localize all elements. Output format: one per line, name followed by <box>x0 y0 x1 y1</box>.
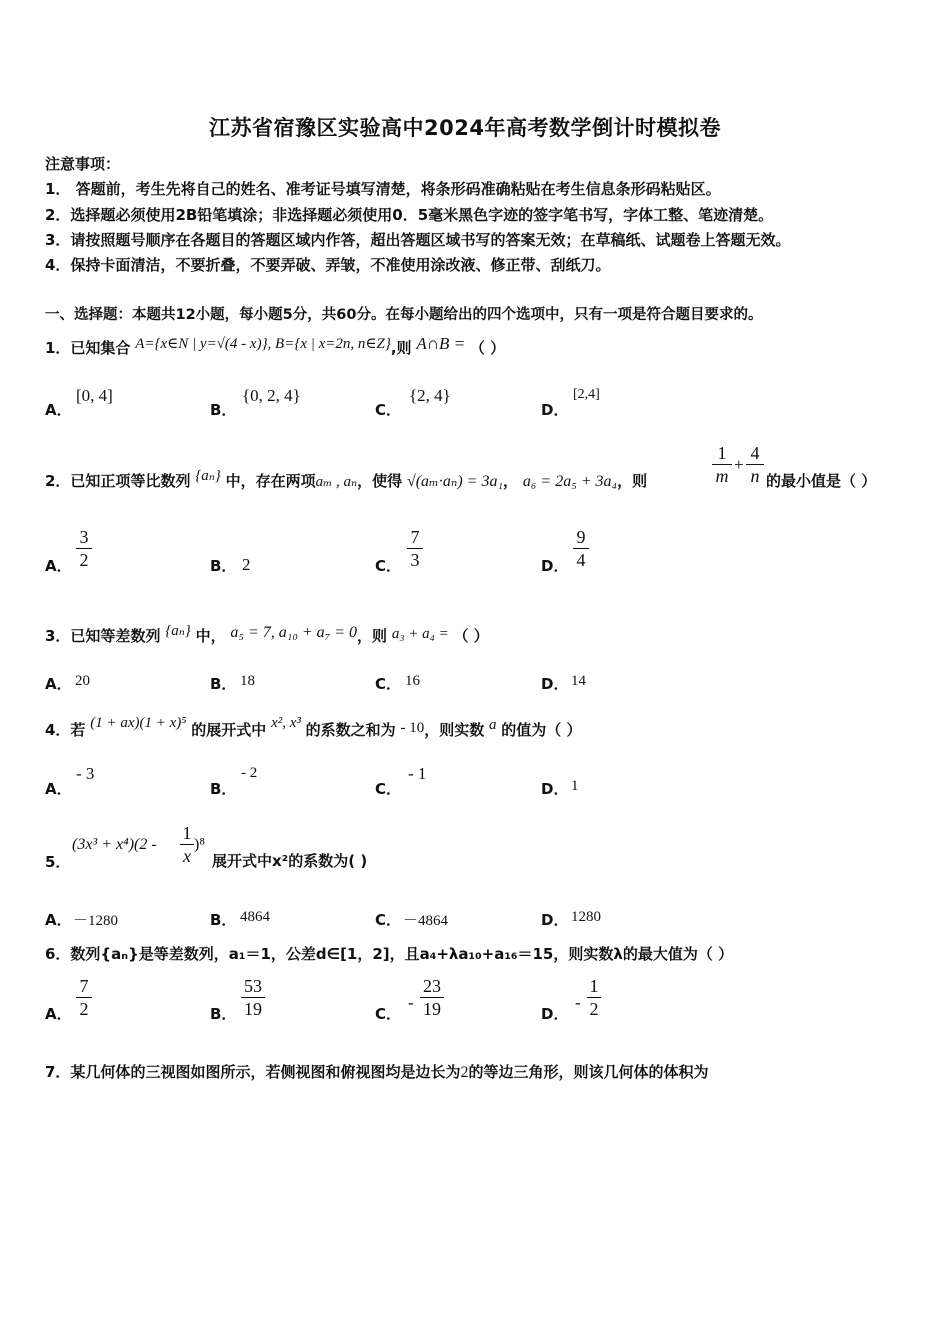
q7-text: 7．某几何体的三视图如图所示，若侧视图和俯视图均是边长为 <box>45 1063 461 1081</box>
option-value: {0, 2, 4} <box>242 386 301 405</box>
option-label: D． <box>541 401 569 419</box>
option-label: D． <box>541 780 569 798</box>
q3-equation: a₅ = 7, a₁₀ + a₇ = 0 <box>230 624 358 641</box>
q1-paren: （ ） <box>469 339 506 357</box>
option-label: B． <box>210 675 237 693</box>
q1-expression-2: A∩B = <box>416 334 466 353</box>
option-label: B． <box>210 911 237 929</box>
option-label: C． <box>375 675 402 693</box>
option-label: D． <box>541 557 569 575</box>
q2-fraction-m <box>712 443 732 486</box>
option-label: A． <box>45 557 72 575</box>
section-heading: 一、选择题：本题共12小题，每小题5分，共60分。在每小题给出的四个选项中，只有一项是符合题目要求的。 <box>45 307 763 323</box>
option-label: B． <box>210 557 237 575</box>
q1-expression: A={x∈N | y=√(4 - x)}, B={x | x=2n, n∈Z} <box>135 336 391 352</box>
q4-text: 的系数之和为 <box>305 721 396 739</box>
q2-sequence: {aₙ} <box>195 468 221 484</box>
option-value: - 2 <box>241 765 258 781</box>
page-title: 江苏省宿豫区实验高中2024年高考数学倒计时模拟卷 <box>209 116 721 140</box>
option-value: [2,4] <box>573 387 600 402</box>
option-value: －1280 <box>73 913 119 929</box>
option-value: 1 <box>571 778 579 794</box>
option-value: 16 <box>405 673 420 689</box>
numerator: 7 <box>79 976 89 996</box>
option-label: C． <box>375 557 402 575</box>
question-6: 6．数列{aₙ}是等差数列，a₁＝1，公差d∈[1，2]，且a₄+λa₁₀+a₁₆＝15，则实数λ的最大值为（ ） <box>45 945 734 963</box>
question-4 <box>45 715 582 740</box>
option-value: [0, 4] <box>76 386 113 405</box>
q4-text: 的值为（ ） <box>501 721 582 739</box>
option-value: 4864 <box>240 909 270 925</box>
q4-options <box>45 764 925 798</box>
q1-prefix: 1．已知集合 <box>45 339 131 357</box>
q2-options <box>45 527 925 577</box>
denominator: x <box>183 846 191 866</box>
q3-text: 中， <box>195 627 226 645</box>
q3-sequence: {aₙ} <box>165 623 191 639</box>
option-value: - 1 <box>408 764 427 783</box>
denominator: 3 <box>410 550 420 570</box>
option-value: - 3 <box>76 764 95 783</box>
q2-prefix: 2．已知正项等比数列 <box>45 472 191 490</box>
q4-text: ，则实数 <box>424 721 485 739</box>
question-1 <box>45 334 506 358</box>
option-label: A． <box>45 675 72 693</box>
denominator: 19 <box>244 999 262 1019</box>
numerator: 7 <box>410 527 420 547</box>
option-sign: - <box>408 993 414 1012</box>
option-fraction <box>407 527 423 570</box>
option-value: {2, 4} <box>409 386 451 405</box>
question-3 <box>45 625 489 646</box>
option-label: C． <box>375 1005 402 1023</box>
option-value: 14 <box>571 673 586 689</box>
q5-options <box>45 909 925 931</box>
q6-options <box>45 976 925 1026</box>
q4-powers: x², x³ <box>271 715 301 731</box>
denominator: n <box>750 466 760 486</box>
numerator: 1 <box>182 823 192 843</box>
denominator: 2 <box>79 999 89 1019</box>
notice-item: 3．请按照题号顺序在各题目的答题区域内作答，超出答题区域书写的答案无效；在草稿纸、试题卷上答题无效。 <box>45 231 791 249</box>
denominator: m <box>715 466 729 486</box>
option-label: C． <box>375 911 402 929</box>
option-label: A． <box>45 780 72 798</box>
q3-text: ，则 <box>357 627 388 645</box>
numerator: 23 <box>423 976 441 996</box>
q3-paren: （ ） <box>453 627 489 645</box>
q4-sum: - 10 <box>400 720 425 736</box>
q2-plus: + <box>734 455 744 474</box>
option-value: －4864 <box>403 913 449 929</box>
option-label: C． <box>375 780 402 798</box>
q4-text: 的展开式中 <box>191 721 267 739</box>
q2-equation-2: a₆ = 2a₅ + 3a₄ <box>522 473 618 490</box>
q2-terms: aₘ , aₙ <box>315 474 358 490</box>
denominator: 19 <box>423 999 441 1019</box>
notice-item: 2．选择题必须使用2B铅笔填涂；非选择题必须使用0．5毫米黑色字迹的签字笔书写，字体工整、笔迹清楚。 <box>45 206 774 224</box>
q5-suffix: 展开式中x²的系数为( ) <box>212 852 368 870</box>
option-label: B． <box>210 780 237 798</box>
numerator: 1 <box>717 443 727 463</box>
denominator: 4 <box>576 550 586 570</box>
option-fraction <box>76 976 92 1019</box>
q4-prefix: 4．若 <box>45 721 86 739</box>
q5-fraction <box>180 823 194 866</box>
q2-text: 的最小值是（ ） <box>766 472 877 490</box>
numerator: 9 <box>576 527 586 547</box>
option-label: C． <box>375 401 402 419</box>
option-label: B． <box>210 401 237 419</box>
option-label: B． <box>210 1005 237 1023</box>
option-value: 1280 <box>571 909 601 925</box>
q7-number: 2 <box>460 1064 469 1081</box>
q5-expression-a: (3x³ + x⁴)(2 - <box>72 836 157 853</box>
q2-text: 中，存在两项 <box>225 472 316 490</box>
numerator: 1 <box>589 976 599 996</box>
numerator: 53 <box>244 976 262 996</box>
q2-text: ， <box>503 472 519 490</box>
question-7 <box>45 1061 708 1082</box>
numerator: 3 <box>79 527 89 547</box>
notice-item: 4．保持卡面清洁，不要折叠，不要弄破、弄皱，不准使用涂改液、修正带、刮纸刀。 <box>45 256 611 274</box>
option-fraction <box>420 976 444 1019</box>
q2-text: ，使得 <box>357 472 403 490</box>
q3-prefix: 3．已知等差数列 <box>45 627 161 645</box>
q7-text: 的等边三角形，则该几何体的体积为 <box>468 1063 709 1081</box>
q5-prefix: 5． <box>45 853 71 871</box>
q3-options <box>45 673 925 695</box>
numerator: 4 <box>750 443 760 463</box>
q2-equation-1: √(aₘ·aₙ) = 3a₁ <box>406 473 504 490</box>
option-label: D． <box>541 911 569 929</box>
option-label: D． <box>541 675 569 693</box>
option-value: 18 <box>240 673 255 689</box>
option-label: A． <box>45 401 72 419</box>
denominator: 2 <box>589 999 599 1019</box>
q5-expression-b: )⁸ <box>194 836 205 853</box>
q2-text: ，则 <box>617 472 648 490</box>
option-fraction <box>76 527 92 570</box>
option-sign: - <box>575 993 581 1012</box>
notice-heading: 注意事项： <box>45 155 121 173</box>
q1-suffix: ,则 <box>390 339 412 357</box>
option-value: 20 <box>75 673 90 689</box>
option-fraction <box>573 527 589 570</box>
option-label: D． <box>541 1005 569 1023</box>
notice-item: 1． 答题前，考生先将自己的姓名、准考证号填写清楚，将条形码准确粘贴在考生信息条形码粘贴区。 <box>45 180 721 198</box>
question-2 <box>45 470 647 491</box>
q1-options <box>45 388 925 418</box>
option-fraction <box>241 976 265 1019</box>
q2-fraction-n <box>746 443 764 486</box>
option-fraction <box>587 976 601 1019</box>
option-value: 2 <box>242 555 251 574</box>
q3-equation-2: a₃ + a₄ = <box>391 626 449 642</box>
option-label: A． <box>45 1005 72 1023</box>
option-label: A． <box>45 911 72 929</box>
q4-variable: a <box>489 717 497 733</box>
denominator: 2 <box>79 550 89 570</box>
q4-expression: (1 + ax)(1 + x)⁵ <box>90 715 187 731</box>
